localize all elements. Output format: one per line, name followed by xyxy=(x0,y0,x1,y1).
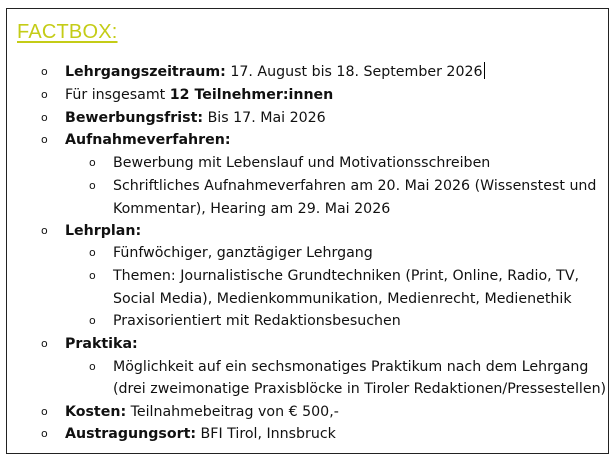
item-label: Praktika: xyxy=(65,336,138,352)
factbox-heading: FACTBOX: xyxy=(17,21,118,43)
sub-item-text[interactable]: Möglichkeit auf ein sechsmonatiges Praktikum nach dem Lehrgang xyxy=(113,359,589,375)
sub-item-text[interactable]: (drei zweimonatige Praxisblöcke in Tiroler Redaktionen/Pressestellen) xyxy=(113,381,607,397)
bullet-icon: o xyxy=(41,405,48,418)
item-text[interactable] xyxy=(65,107,326,129)
item-label: Lehrplan: xyxy=(65,223,142,239)
item-text[interactable] xyxy=(65,333,138,355)
bullet-icon: o xyxy=(41,111,48,124)
item-text[interactable] xyxy=(65,401,339,423)
sub-item-text[interactable]: Praxisorientiert mit Redaktionsbesuchen xyxy=(113,313,401,329)
item-value: 17. August bis 18. September 2026 xyxy=(225,64,483,80)
bullet-icon: o xyxy=(41,224,48,237)
item-text[interactable] xyxy=(65,220,141,242)
bullet-icon: o xyxy=(41,427,48,440)
item-label: Lehrgangszeitraum: xyxy=(65,64,226,80)
bullet-icon: o xyxy=(41,133,48,146)
sub-item-text[interactable]: Kommentar), Hearing am 29. Mai 2026 xyxy=(113,201,391,217)
item-label: Kosten: xyxy=(65,404,127,420)
bullet-icon: o xyxy=(89,246,96,259)
item-label: Bewerbungsfrist: xyxy=(65,110,204,126)
sub-item-text[interactable]: Bewerbung mit Lebenslauf und Motivationsschreiben xyxy=(113,155,491,171)
item-value: BFI Tirol, Innsbruck xyxy=(196,426,336,442)
text-cursor xyxy=(484,62,485,79)
bullet-icon: o xyxy=(89,269,96,282)
sub-item-text[interactable]: Social Media), Medienkommunikation, Medienrecht, Medienethik xyxy=(113,291,572,307)
item-text[interactable] xyxy=(65,423,336,445)
item-value: Bis 17. Mai 2026 xyxy=(203,110,326,126)
factbox xyxy=(6,8,609,454)
bullet-icon: o xyxy=(89,179,96,192)
bullet-icon: o xyxy=(89,360,96,373)
bullet-icon: o xyxy=(89,156,96,169)
item-value: Teilnahmebeitrag von € 500,- xyxy=(126,404,339,420)
sub-item-text[interactable]: Themen: Journalistische Grundtechniken (Print, Online, Radio, TV, xyxy=(113,268,580,284)
item-text[interactable] xyxy=(65,84,333,106)
item-value: Für insgesamt xyxy=(65,87,170,103)
sub-item-text[interactable]: Schriftliches Aufnahmeverfahren am 20. Mai 2026 (Wissenstest und xyxy=(113,178,597,194)
item-text[interactable] xyxy=(65,61,485,83)
bullet-icon: o xyxy=(41,65,48,78)
sub-item-text[interactable]: Fünfwöchiger, ganztägiger Lehrgang xyxy=(113,245,373,261)
item-label: Austragungsort: xyxy=(65,426,197,442)
item-label: Aufnahmeverfahren: xyxy=(65,132,231,148)
item-label: 12 Teilnehmer:innen xyxy=(169,87,334,103)
bullet-icon: o xyxy=(41,88,48,101)
bullet-icon: o xyxy=(89,314,96,327)
bullet-icon: o xyxy=(41,337,48,350)
item-text[interactable] xyxy=(65,129,231,151)
